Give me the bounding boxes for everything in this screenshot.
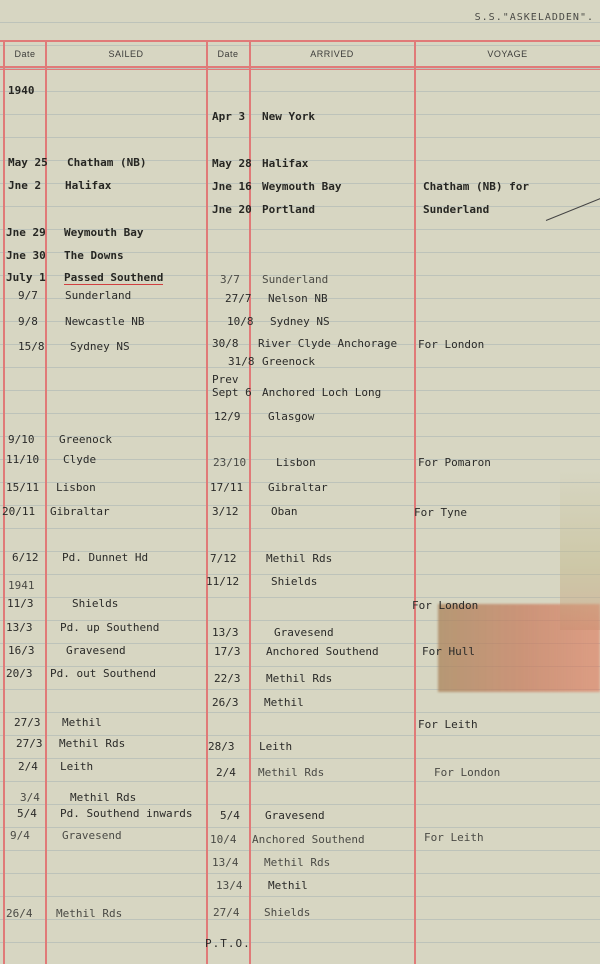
pto-note: P.T.O. (205, 937, 251, 950)
row-sailed: Passed Southend (64, 271, 164, 284)
row-sailed: Weymouth Bay (64, 226, 144, 239)
row-date-arrived: 28/3 (208, 740, 235, 753)
row-arrived: Sydney NS (270, 315, 330, 328)
row-date-sailed: 15/11 (6, 481, 40, 494)
row-sailed: Methil Rds (59, 737, 126, 750)
row-date-arrived: Apr 3 (212, 110, 246, 123)
row-arrived: Sunderland (262, 273, 329, 286)
row-date-sailed: 9/8 (18, 315, 38, 328)
row-arrived: New York (262, 110, 315, 123)
row-date-arrived: 17/11 (210, 481, 244, 494)
row-arrived: Gravesend (265, 809, 325, 822)
row-sailed: Sydney NS (70, 340, 130, 353)
header-bottom-rule (0, 66, 600, 68)
row-arrived: Halifax (262, 157, 309, 170)
row-arrived: Methil Rds (266, 552, 333, 565)
column-rule-date1 (45, 40, 47, 964)
row-date-arrived: 7/12 (210, 552, 237, 565)
row-date-sailed: July 1 (6, 271, 46, 284)
row-date-sailed: 2/4 (18, 760, 38, 773)
row-arrived: Anchored Southend (266, 645, 379, 658)
row-date-sailed: 11/3 (7, 597, 34, 610)
header-arrived: ARRIVED (310, 49, 354, 59)
row-arrived: Gravesend (274, 626, 334, 639)
row-date-arrived: 13/3 (212, 626, 239, 639)
header-sailed: SAILED (108, 49, 144, 59)
row-voyage: For Pomaron (418, 456, 491, 469)
row-date-sailed: 13/3 (6, 621, 33, 634)
header-bottom-rule-2 (0, 69, 600, 70)
row-date-arrived: 3/7 (220, 273, 240, 286)
row-arrived: Portland (262, 203, 315, 216)
row-sailed: Pd. Southend inwards (60, 807, 193, 820)
row-date-arrived: 11/12 (206, 575, 240, 588)
row-sailed: Methil (62, 716, 102, 729)
column-rule-left (3, 40, 5, 964)
row-sailed: Gravesend (66, 644, 126, 657)
row-voyage: For Hull (422, 645, 475, 658)
row-sailed: Clyde (63, 453, 97, 466)
row-sailed: Gibraltar (50, 505, 110, 518)
row-date-arrived: 10/4 (210, 833, 237, 846)
row-arrived: Methil Rds (264, 856, 331, 869)
row-date-arrived: 17/3 (214, 645, 241, 658)
row-voyage: For London (418, 338, 485, 351)
row-voyage: For Tyne (414, 506, 467, 519)
row-date-arrived: 31/8 (228, 355, 255, 368)
row-year: 1941 (8, 579, 35, 592)
row-sailed: Pd. out Southend (50, 667, 156, 680)
row-arrived: Oban (271, 505, 298, 518)
header-voyage: VOYAGE (487, 49, 528, 59)
row-sailed: Sunderland (65, 289, 132, 302)
row-arrived: Shields (271, 575, 318, 588)
row-voyage: For Leith (424, 831, 484, 844)
row-sailed: Pd. up Southend (60, 621, 160, 634)
row-sailed: Pd. Dunnet Hd (62, 551, 149, 564)
row-date-sailed: 1940 (8, 84, 35, 97)
row-arrived: Glasgow (268, 410, 315, 423)
header-top-rule (0, 40, 600, 42)
row-date-arrived: Jne 16 (212, 180, 252, 193)
row-arrived: Greenock (262, 355, 315, 368)
row-sailed: Methil Rds (70, 791, 137, 804)
row-voyage: Chatham (NB) for (423, 180, 529, 193)
row-date-sailed: 27/3 (14, 716, 41, 729)
row-date-arrived: 30/8 (212, 337, 239, 350)
row-sailed: Lisbon (56, 481, 96, 494)
row-date-sailed: 5/4 (17, 807, 37, 820)
row-date-sailed: 15/8 (18, 340, 45, 353)
column-rule-arrived (414, 40, 416, 964)
row-date-sailed: 27/3 (16, 737, 43, 750)
row-arrived: Methil (264, 696, 304, 709)
row-date-arrived: 12/9 (214, 410, 241, 423)
row-date-sailed: 3/4 (20, 791, 40, 804)
row-sailed: Chatham (NB) (67, 156, 147, 169)
row-date-sailed: 9/7 (18, 289, 38, 302)
row-voyage: For London (412, 599, 479, 612)
row-date-arrived: 13/4 (212, 856, 239, 869)
row-voyage: For Leith (418, 718, 478, 731)
header-date-sailed: Date (14, 49, 36, 59)
row-date-arrived: Jne 20 (212, 203, 252, 216)
row-date-sailed: 9/10 (8, 433, 35, 446)
row-arrived: Anchored Southend (252, 833, 365, 846)
row-sailed: Methil Rds (56, 907, 123, 920)
row-sailed: Leith (60, 760, 94, 773)
row-arrived: Shields (264, 906, 311, 919)
row-voyage: For London (434, 766, 501, 779)
row-arrived: River Clyde Anchorage (258, 337, 398, 350)
row-date-arrived: 23/10 (213, 456, 247, 469)
row-date-sailed: Jne 2 (8, 179, 42, 192)
row-arrived: Nelson NB (268, 292, 328, 305)
row-arrived: Gibraltar (268, 481, 328, 494)
row-date-arrived: 27/7 (225, 292, 252, 305)
row-arrived: Methil (268, 879, 308, 892)
row-date-sailed: Jne 29 (6, 226, 46, 239)
row-date-sailed: 6/12 (12, 551, 39, 564)
row-date-sailed: Jne 30 (6, 249, 46, 262)
pen-stroke (546, 198, 600, 221)
row-date-arrived: 5/4 (220, 809, 240, 822)
column-rule-sailed (206, 40, 208, 964)
row-date-arrived: 13/4 (216, 879, 243, 892)
ship-title: S.S."ASKELADDEN". (474, 12, 594, 23)
row-date-sailed: 9/4 (10, 829, 30, 842)
row-arrived: Lisbon (276, 456, 316, 469)
row-date-arrived: Prev (212, 373, 239, 386)
row-sailed: Halifax (65, 179, 112, 192)
row-date-sailed: 20/11 (2, 505, 36, 518)
row-date-arrived: Sept 6 (212, 386, 252, 399)
row-date-arrived: 26/3 (212, 696, 239, 709)
row-sailed: Gravesend (62, 829, 122, 842)
row-arrived: Weymouth Bay (262, 180, 342, 193)
row-date-arrived: 3/12 (212, 505, 239, 518)
row-voyage: Sunderland (423, 203, 490, 216)
row-date-arrived: 22/3 (214, 672, 241, 685)
row-arrived: Anchored Loch Long (262, 386, 382, 399)
row-date-arrived: 10/8 (227, 315, 254, 328)
row-date-sailed: 20/3 (6, 667, 33, 680)
column-rule-date2 (249, 40, 251, 964)
row-date-arrived: 2/4 (216, 766, 236, 779)
row-date-arrived: May 28 (212, 157, 252, 170)
row-sailed: Shields (72, 597, 119, 610)
row-sailed: Newcastle NB (65, 315, 145, 328)
row-date-arrived: 27/4 (213, 906, 240, 919)
row-date-sailed: May 25 (8, 156, 48, 169)
row-date-sailed: 11/10 (6, 453, 40, 466)
row-sailed: The Downs (64, 249, 124, 262)
row-arrived: Leith (259, 740, 293, 753)
row-date-sailed: 16/3 (8, 644, 35, 657)
row-date-sailed: 26/4 (6, 907, 33, 920)
row-arrived: Methil Rds (266, 672, 333, 685)
row-sailed: Greenock (59, 433, 112, 446)
row-arrived: Methil Rds (258, 766, 325, 779)
paper-discoloration (560, 470, 600, 630)
header-date-arrived: Date (217, 49, 239, 59)
